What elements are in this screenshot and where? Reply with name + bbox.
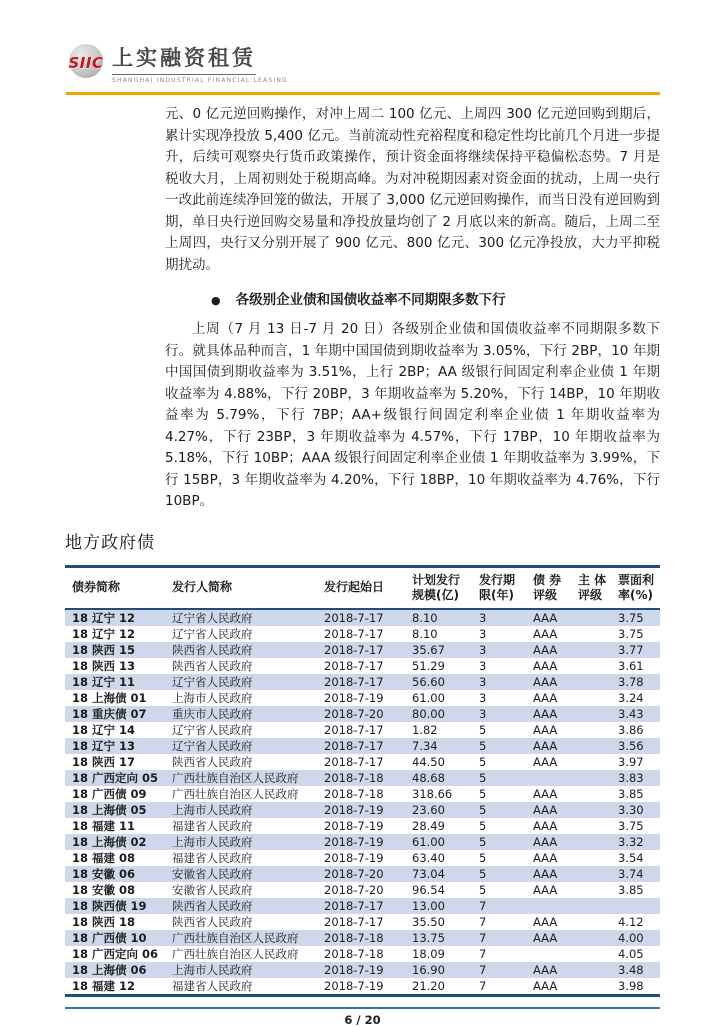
table-cell: 61.00 bbox=[412, 834, 445, 849]
table-cell: 3 bbox=[479, 610, 487, 625]
table-cell: AAA bbox=[533, 786, 558, 801]
table-cell bbox=[576, 770, 616, 786]
table-row bbox=[65, 962, 660, 978]
table-cell bbox=[576, 818, 616, 834]
bullet-heading bbox=[211, 289, 660, 312]
table-cell: 3.85 bbox=[618, 786, 644, 801]
logo-text-block bbox=[112, 42, 288, 84]
table-cell: 18 福建 12 bbox=[72, 978, 136, 993]
table-cell bbox=[576, 930, 616, 946]
table-cell bbox=[531, 946, 576, 962]
paragraph-open-market-operations: 元、0 亿元逆回购操作，对冲上周二 100 亿元、上周四 300 亿元逆回购到期后，累计实现净投放 5,400 亿元。当前流动性充裕程度和稳定性均比前几个月进一步提升，后续可观察央行货币政策操作，预计资金面将继续保持平稳偏松态势。7 月是税收大月，上周初则处于税期高峰。为对冲税期因素对资金面的扰动，上周一央行一改此前连续净回笼的做法，开展了 3,000 亿元逆回购操作，而当日没有逆回购到期，单日央行逆回购交易量和净投放量均创了 2 月底以来的新高。随后，上周二至上周四，央行又分别开展了 900 亿元、800 亿元、300 亿元净投放，大力平抑税期扰动。 bbox=[165, 106, 660, 273]
table-cell bbox=[576, 962, 616, 978]
table-cell: 18 陕西 17 bbox=[72, 754, 136, 769]
table-cell: AAA bbox=[533, 802, 558, 817]
table-cell: AAA bbox=[533, 882, 558, 897]
table-cell: 3.78 bbox=[618, 674, 644, 689]
table-cell: 18 福建 11 bbox=[72, 818, 136, 833]
paragraph-bond-yields: 上周（7 月 13 日-7 月 20 日）各级别企业债和国债收益率不同期限多数下行。就具体品种而言，1 年期中国国债到期收益率为 3.05%，下行 2BP，10 年期中国国债到期收益率为 3.51%，上行 2BP；AA 级银行间固定利率企业债 1 年期收益率为 4.88%，下行 20BP，3 年期收益率为 5.20%，下行 14BP，10 年期收益率为 5.79%，下行 7BP；AA+级银行间固定利率企业债 1 年期收益率为 4.27%，下行 23BP，3 年期收益率为 4.57%，下行 17BP，10 年期收益率为 5.18%，下行 10BP；AAA 级银行间固定利率企业债 1 年期收益率为 3.99%，下行 15BP，3 年期收益率为 4.20%，下行 18BP，10 年期收益率为 4.76%，下行 10BP。 bbox=[165, 321, 660, 509]
table-cell: AAA bbox=[533, 866, 558, 881]
table-cell: 18 辽宁 12 bbox=[72, 610, 136, 625]
table-cell bbox=[576, 914, 616, 930]
table-cell: 7 bbox=[479, 930, 487, 945]
table-cell: 18 广西定向 06 bbox=[72, 946, 159, 961]
table-row bbox=[65, 770, 660, 786]
table-cell: 3.97 bbox=[618, 754, 644, 769]
table-cell: 3.85 bbox=[618, 882, 644, 897]
table-cell: 2018-7-18 bbox=[324, 946, 384, 961]
table-cell: 18 安徽 06 bbox=[72, 866, 136, 881]
table-cell: 7 bbox=[479, 898, 487, 913]
table-cell: 陕西省人民政府 bbox=[172, 642, 253, 657]
table-cell: 5 bbox=[479, 754, 487, 769]
column-header: 债 券 评级 bbox=[531, 566, 576, 609]
table-cell: 辽宁省人民政府 bbox=[172, 626, 253, 641]
siic-globe-icon bbox=[66, 44, 106, 78]
table-cell: AAA bbox=[533, 754, 558, 769]
column-header: 发行起始日 bbox=[322, 566, 410, 609]
table-cell: 2018-7-17 bbox=[324, 754, 384, 769]
table-cell: 2018-7-17 bbox=[324, 610, 384, 625]
column-header: 票面利 率(%) bbox=[616, 566, 660, 609]
table-cell: 上海市人民政府 bbox=[172, 834, 253, 849]
table-cell: 福建省人民政府 bbox=[172, 850, 253, 865]
table-cell bbox=[576, 642, 616, 658]
table-cell: 35.67 bbox=[412, 642, 445, 657]
table-cell: 16.90 bbox=[412, 962, 445, 977]
table-cell bbox=[576, 802, 616, 818]
table-cell bbox=[576, 674, 616, 690]
table-cell: 陕西省人民政府 bbox=[172, 754, 253, 769]
table-cell bbox=[576, 609, 616, 626]
bond-table-body bbox=[65, 609, 660, 996]
table-cell: 2018-7-18 bbox=[324, 770, 384, 785]
table-cell: 18 上海债 01 bbox=[72, 690, 147, 705]
bullet-icon: ● bbox=[211, 294, 221, 307]
table-cell: 2018-7-17 bbox=[324, 626, 384, 641]
table-cell: 2018-7-18 bbox=[324, 930, 384, 945]
table-cell: 5 bbox=[479, 834, 487, 849]
table-cell: 2018-7-19 bbox=[324, 690, 384, 705]
table-cell: 18.09 bbox=[412, 946, 445, 961]
header-gold-divider bbox=[66, 92, 660, 95]
table-cell: 2018-7-17 bbox=[324, 642, 384, 657]
table-cell: 3.86 bbox=[618, 722, 644, 737]
table-cell: 3.48 bbox=[618, 962, 644, 977]
table-row bbox=[65, 914, 660, 930]
table-row bbox=[65, 802, 660, 818]
table-cell: 5 bbox=[479, 786, 487, 801]
table-cell: 广西壮族自治区人民政府 bbox=[172, 930, 299, 945]
table-cell: 18 辽宁 14 bbox=[72, 722, 136, 737]
table-cell: 5 bbox=[479, 722, 487, 737]
table-cell: 2018-7-19 bbox=[324, 850, 384, 865]
table-cell bbox=[616, 898, 660, 914]
table-cell: 18 辽宁 11 bbox=[72, 674, 136, 689]
table-row bbox=[65, 690, 660, 706]
table-row bbox=[65, 866, 660, 882]
table-cell: 3.61 bbox=[618, 658, 644, 673]
table-cell: AAA bbox=[533, 962, 558, 977]
table-cell: 广西壮族自治区人民政府 bbox=[172, 770, 299, 785]
table-row bbox=[65, 850, 660, 866]
table-cell: 2018-7-17 bbox=[324, 658, 384, 673]
table-row bbox=[65, 658, 660, 674]
table-cell: 上海市人民政府 bbox=[172, 802, 253, 817]
table-row bbox=[65, 818, 660, 834]
table-row bbox=[65, 978, 660, 996]
table-cell: 73.04 bbox=[412, 866, 445, 881]
table-cell bbox=[576, 706, 616, 722]
table-cell: 3.30 bbox=[618, 802, 644, 817]
table-cell: AAA bbox=[533, 706, 558, 721]
table-cell: 18 上海债 02 bbox=[72, 834, 147, 849]
table-cell: 5 bbox=[479, 770, 487, 785]
table-cell: 7.34 bbox=[412, 738, 438, 753]
table-cell: 4.00 bbox=[618, 930, 644, 945]
report-header bbox=[0, 0, 724, 95]
table-header-row bbox=[65, 566, 660, 609]
table-row bbox=[65, 882, 660, 898]
table-cell: 福建省人民政府 bbox=[172, 818, 253, 833]
table-row bbox=[65, 930, 660, 946]
table-cell bbox=[576, 866, 616, 882]
section-title-local-gov-bonds: 地方政府债 bbox=[65, 532, 155, 553]
table-cell: 7 bbox=[479, 914, 487, 929]
table-cell: 7 bbox=[479, 962, 487, 977]
table-cell: 8.10 bbox=[412, 610, 438, 625]
table-cell: 5 bbox=[479, 866, 487, 881]
table-cell: 18 安徽 08 bbox=[72, 882, 136, 897]
table-cell bbox=[576, 786, 616, 802]
table-cell: 18 广西债 10 bbox=[72, 930, 147, 945]
table-cell: 18 陕西 18 bbox=[72, 914, 136, 929]
column-header: 计划发行 规模(亿) bbox=[410, 566, 477, 609]
table-cell: 陕西省人民政府 bbox=[172, 898, 253, 913]
table-cell: 5 bbox=[479, 738, 487, 753]
table-row bbox=[65, 626, 660, 642]
table-cell bbox=[576, 978, 616, 996]
table-cell bbox=[576, 882, 616, 898]
table-cell: 辽宁省人民政府 bbox=[172, 610, 253, 625]
table-cell: 2018-7-19 bbox=[324, 834, 384, 849]
main-content bbox=[0, 104, 724, 997]
table-row bbox=[65, 898, 660, 914]
table-cell: 3.54 bbox=[618, 850, 644, 865]
table-cell: 18 辽宁 12 bbox=[72, 626, 136, 641]
table-cell: 35.50 bbox=[412, 914, 445, 929]
table-cell: 63.40 bbox=[412, 850, 445, 865]
table-cell: 3.98 bbox=[618, 978, 644, 993]
table-cell: 3.74 bbox=[618, 866, 644, 881]
company-logo bbox=[66, 36, 660, 90]
table-cell: 广西壮族自治区人民政府 bbox=[172, 786, 299, 801]
table-cell: 18 辽宁 13 bbox=[72, 738, 136, 753]
table-cell: 广西壮族自治区人民政府 bbox=[172, 946, 299, 961]
table-cell: 7 bbox=[479, 946, 487, 961]
table-cell: 安徽省人民政府 bbox=[172, 866, 253, 881]
table-cell: 重庆市人民政府 bbox=[172, 706, 253, 721]
table-cell: 18 广西债 09 bbox=[72, 786, 147, 801]
table-cell: 2018-7-19 bbox=[324, 962, 384, 977]
table-cell: AAA bbox=[533, 978, 558, 993]
table-cell: 2018-7-19 bbox=[324, 978, 384, 993]
table-cell: AAA bbox=[533, 722, 558, 737]
table-cell: 3.77 bbox=[618, 642, 644, 657]
table-cell: 21.20 bbox=[412, 978, 445, 993]
table-cell: 61.00 bbox=[412, 690, 445, 705]
table-cell: AAA bbox=[533, 658, 558, 673]
table-cell: 2018-7-17 bbox=[324, 914, 384, 929]
table-cell: 318.66 bbox=[412, 786, 453, 801]
table-cell: 18 上海债 05 bbox=[72, 802, 147, 817]
table-cell: 3.75 bbox=[618, 626, 644, 641]
table-cell: 5 bbox=[479, 882, 487, 897]
table-cell: 48.68 bbox=[412, 770, 445, 785]
footer-divider bbox=[65, 1007, 660, 1009]
table-cell: 18 陕西 15 bbox=[72, 642, 136, 657]
table-cell: 2018-7-17 bbox=[324, 674, 384, 689]
table-cell: 2018-7-17 bbox=[324, 738, 384, 753]
table-cell: AAA bbox=[533, 690, 558, 705]
table-cell bbox=[576, 738, 616, 754]
table-cell: 3.43 bbox=[618, 706, 644, 721]
table-cell: AAA bbox=[533, 642, 558, 657]
table-cell: 3.75 bbox=[618, 818, 644, 833]
table-cell: 18 上海债 06 bbox=[72, 962, 147, 977]
table-cell: 2018-7-19 bbox=[324, 802, 384, 817]
table-cell: 44.50 bbox=[412, 754, 445, 769]
table-cell: 28.49 bbox=[412, 818, 445, 833]
table-cell: 18 陕西 13 bbox=[72, 658, 136, 673]
table-cell: 5 bbox=[479, 802, 487, 817]
table-cell: 2018-7-17 bbox=[324, 722, 384, 737]
table-cell: 辽宁省人民政府 bbox=[172, 722, 253, 737]
table-cell: 18 陕西债 19 bbox=[72, 898, 147, 913]
table-cell: 13.75 bbox=[412, 930, 445, 945]
table-cell: 陕西省人民政府 bbox=[172, 658, 253, 673]
table-cell: 上海市人民政府 bbox=[172, 690, 253, 705]
table-cell: 18 广西定向 05 bbox=[72, 770, 159, 785]
table-cell: 3 bbox=[479, 706, 487, 721]
table-cell bbox=[576, 754, 616, 770]
table-cell: 3 bbox=[479, 690, 487, 705]
table-cell: 18 重庆债 07 bbox=[72, 706, 147, 721]
column-header: 发行期 限(年) bbox=[477, 566, 531, 609]
table-cell: 3.83 bbox=[618, 770, 644, 785]
table-cell bbox=[531, 898, 576, 914]
table-cell: 51.29 bbox=[412, 658, 445, 673]
table-cell bbox=[576, 850, 616, 866]
table-cell: 陕西省人民政府 bbox=[172, 914, 253, 929]
table-cell: 1.82 bbox=[412, 722, 438, 737]
table-cell: 4.12 bbox=[618, 914, 644, 929]
table-cell: AAA bbox=[533, 610, 558, 625]
table-cell: AAA bbox=[533, 914, 558, 929]
table-cell: AAA bbox=[533, 626, 558, 641]
table-cell: 3 bbox=[479, 642, 487, 657]
table-row bbox=[65, 674, 660, 690]
table-row bbox=[65, 786, 660, 802]
table-cell: 80.00 bbox=[412, 706, 445, 721]
page-number: 6 / 20 bbox=[344, 1012, 381, 1027]
table-cell: AAA bbox=[533, 930, 558, 945]
table-cell bbox=[576, 658, 616, 674]
table-cell bbox=[576, 898, 616, 914]
logo-company-name-cn: 上实融资租赁 bbox=[112, 42, 256, 75]
column-header: 发行人简称 bbox=[170, 566, 322, 609]
table-cell bbox=[576, 690, 616, 706]
table-row bbox=[65, 609, 660, 626]
table-row bbox=[65, 722, 660, 738]
table-cell: 辽宁省人民政府 bbox=[172, 738, 253, 753]
table-cell: 4.05 bbox=[618, 946, 644, 961]
table-row bbox=[65, 946, 660, 962]
table-cell bbox=[576, 626, 616, 642]
bond-table bbox=[65, 565, 660, 997]
table-cell: 5 bbox=[479, 818, 487, 833]
table-cell: 5 bbox=[479, 850, 487, 865]
table-row bbox=[65, 706, 660, 722]
table-cell: 7 bbox=[479, 978, 487, 993]
table-cell: 23.60 bbox=[412, 802, 445, 817]
table-cell: AAA bbox=[533, 834, 558, 849]
table-cell bbox=[531, 770, 576, 786]
report-footer bbox=[0, 1007, 724, 1027]
table-cell: 96.54 bbox=[412, 882, 445, 897]
column-header: 债券简称 bbox=[65, 566, 170, 609]
table-row bbox=[65, 738, 660, 754]
table-cell: 3.32 bbox=[618, 834, 644, 849]
column-header: 主 体 评级 bbox=[576, 566, 616, 609]
table-row bbox=[65, 834, 660, 850]
table-cell: AAA bbox=[533, 850, 558, 865]
table-cell: 2018-7-18 bbox=[324, 786, 384, 801]
table-cell: 2018-7-20 bbox=[324, 882, 384, 897]
logo-abbr: SIIC bbox=[68, 54, 104, 72]
table-cell bbox=[576, 946, 616, 962]
table-cell: 2018-7-20 bbox=[324, 706, 384, 721]
table-cell: 56.60 bbox=[412, 674, 445, 689]
table-cell: 辽宁省人民政府 bbox=[172, 674, 253, 689]
table-cell: 3 bbox=[479, 674, 487, 689]
table-row bbox=[65, 754, 660, 770]
table-cell bbox=[576, 834, 616, 850]
logo-company-name-en: SHANGHAI INDUSTRIAL FINANCIAL LEASING bbox=[112, 77, 288, 84]
table-cell: 13.00 bbox=[412, 898, 445, 913]
table-cell: 2018-7-19 bbox=[324, 818, 384, 833]
table-cell: 福建省人民政府 bbox=[172, 978, 253, 993]
table-cell: 安徽省人民政府 bbox=[172, 882, 253, 897]
table-cell: 3 bbox=[479, 658, 487, 673]
table-cell: AAA bbox=[533, 674, 558, 689]
table-cell: 18 福建 08 bbox=[72, 850, 136, 865]
table-cell: AAA bbox=[533, 738, 558, 753]
table-cell: 3.24 bbox=[618, 690, 644, 705]
table-cell: 2018-7-17 bbox=[324, 898, 384, 913]
table-cell: 8.10 bbox=[412, 626, 438, 641]
table-cell: 3.56 bbox=[618, 738, 644, 753]
bullet-heading-label: 各级别企业债和国债收益率不同期限多数下行 bbox=[235, 292, 506, 308]
table-cell bbox=[576, 722, 616, 738]
table-cell: 上海市人民政府 bbox=[172, 962, 253, 977]
table-cell: 3.75 bbox=[618, 610, 644, 625]
table-cell: 3 bbox=[479, 626, 487, 641]
table-cell: AAA bbox=[533, 818, 558, 833]
table-row bbox=[65, 642, 660, 658]
table-cell: 2018-7-20 bbox=[324, 866, 384, 881]
